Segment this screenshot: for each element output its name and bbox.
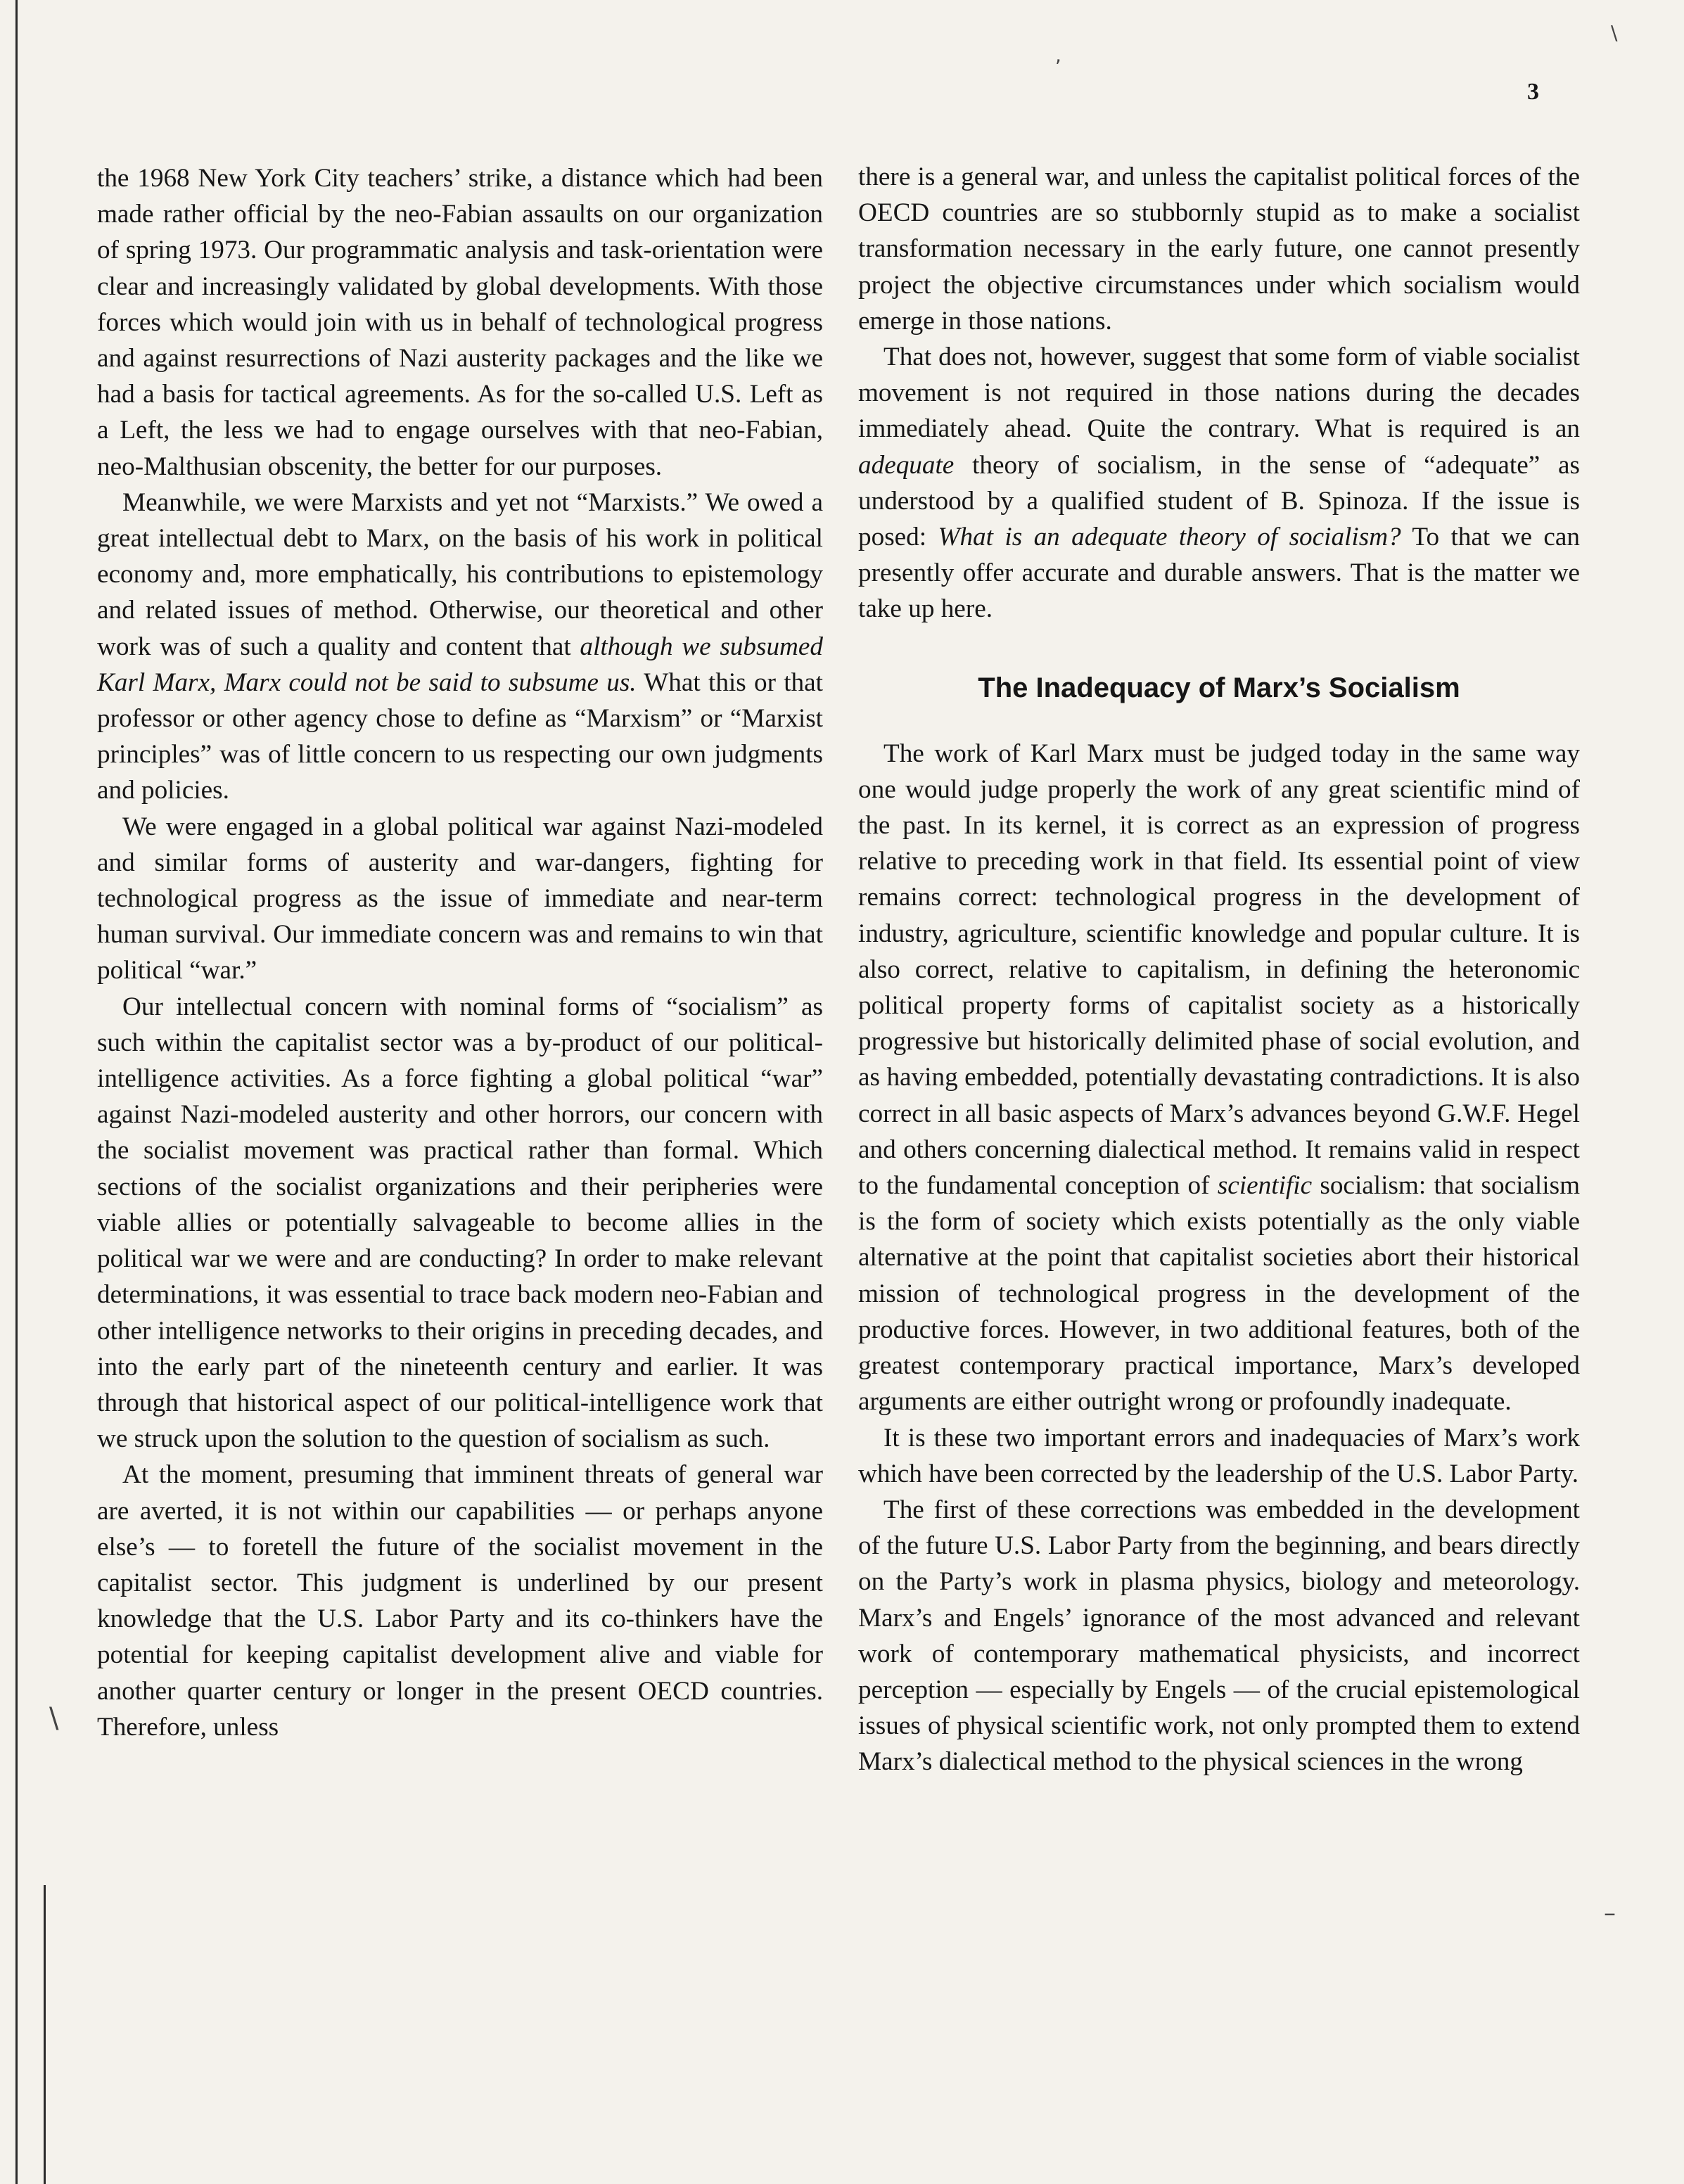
margin-mark-line — [44, 1885, 46, 2184]
left-column — [97, 160, 823, 1745]
stray-mark: , — [1055, 44, 1061, 67]
paragraph: there is a general war, and unless the capitalist political forces of the OECD countries are so stubbornly stupid as to make a socialist transformation necessary in the early future, one cannot presently project the objective circumstances under which socialism would emerge in those nations. — [858, 162, 1580, 336]
emphasis-text: scientific — [1217, 1171, 1313, 1201]
emphasis-text: adequate — [858, 450, 955, 480]
paragraph-text: Meanwhile, we were Marxists and yet not “Marxists.” We owed a great intellectual debt to Marx, on the basis of his work in political economy and, more emphatically, his contributions to epistemology and related issues of method. Otherwise, our theoretical and other work was of such a quality and content that — [97, 487, 823, 661]
paragraph: the 1968 New York City teachers’ strike, a distance which had been made rather official by the neo-Fabian assaults on our organization of spring 1973. Our programmatic analysis and task-orientation were clear and increasingly validated by global developments. With those forces which would join with us in behalf of technological progress and against resurrections of Nazi austerity packages and the like we had a basis for tactical agreements. As for the so-called U.S. Left as a Left, the less we had to engage ourselves with that neo-Fabian, neo-Malthusian obscenity, the better for our purposes. — [97, 164, 823, 481]
stray-mark: \ — [1611, 21, 1618, 44]
paragraph: We were engaged in a global political war against Nazi-modeled and similar forms of austerity and war-dangers, fighting for technological progress as the issue of immediate and near-term human survival. Our immediate concern was and remains to win that political “war.” — [97, 812, 823, 985]
right-column — [858, 159, 1580, 1780]
paragraph-text: What this or that professor or other agency chose to define as “Marxism” or “Marxist principles” was of little concern to us respecting our own judgments and policies. — [97, 668, 823, 805]
paragraph-text: That does not, however, suggest that some form of viable socialist movement is not required in those nations during the decades immediately ahead. Quite the contrary. What is required is an — [858, 343, 1580, 444]
section-heading: The Inadequacy of Marx’s Socialism — [978, 672, 1460, 703]
paragraph — [97, 485, 823, 809]
paragraph-text: To that we can presently offer accurate and durable answers. That is the matter we take up here. — [858, 523, 1580, 624]
page-number: 3 — [1527, 79, 1539, 105]
paragraph-text: socialism: that socialism is the form of society which exists potentially as the only viable alternative at the point that capitalist societies abort their historical mission of technological progress in the development of the productive forces. However, in two additional features, both of the greatest contemporary practical importance, Marx’s developed arguments are either outright wrong or profoundly inadequate. — [858, 1171, 1580, 1417]
paragraph-text: theory of socialism, in the sense of “adequate” as understood by a qualified student of B. Spinoza. If the issue is posed: — [858, 450, 1580, 552]
paragraph: It is these two important errors and inadequacies of Marx’s work which have been corrected by the leadership of the U.S. Labor Party. — [858, 1423, 1580, 1488]
paragraph: Our intellectual concern with nominal forms of “socialism” as such within the capitalist sector was a by-product of our political-intelligence activities. As a force fighting a global political “war” against Nazi-modeled austerity and other horrors, our concern with the socialist movement was practical rather than formal. Which sections of the socialist organizations and their peripheries were viable allies or potentially salvageable to become allies in the political war we were and are conducting? In order to make relevant determinations, it was essential to trace back modern neo-Fabian and other intelligence networks to their origins in preceding decades, and into the early part of the nineteenth century and earlier. It was through that historical aspect of our political-intelligence work that we struck upon the solution to the question of socialism as such. — [97, 992, 823, 1454]
binding-edge-line — [15, 0, 18, 2184]
paragraph: At the moment, presuming that imminent threats of general war are averted, it is not within our capabilities — or perhaps anyone else’s — to foretell the future of the socialist movement in the capitalist sector. This judgment is underlined by our present knowledge that the U.S. Labor Party and its co-thinkers have the potential for keeping capitalist development alive and viable for another quarter century or longer in the present OECD countries. Therefore, unless — [97, 1460, 823, 1742]
emphasis-text: although we subsumed Karl Marx, Marx could not be said to subsume us. — [97, 632, 824, 697]
paragraph — [858, 736, 1580, 1420]
stray-mark: \ — [49, 1702, 59, 1735]
stray-mark: – — [1604, 1899, 1616, 1927]
paragraph-text: The work of Karl Marx must be judged today in the same way one would judge properly the work of any great scientific mind of the past. In its kernel, it is correct as an expression of progress relative to preceding work in that field. Its essential point of view remains correct: technological progress in the development of industry, agriculture, scientific knowledge and popular culture. It is also correct, relative to capitalism, in defining the heteronomic political property forms of capitalist society as a historically progressive but historically delimited phase of social evolution, and as having embedded, potentially devastating contradictions. It is also correct in all basic aspects of Marx’s advances beyond G.W.F. Hegel and others concerning dialectical method. It remains valid in respect to the fundamental conception of — [858, 739, 1580, 1201]
paragraph — [858, 339, 1580, 627]
paragraph: The first of these corrections was embedded in the development of the future U.S. Labor Party from the beginning, and bears directly on the Party’s work in plasma physics, biology and meteorology. Marx’s and Engels’ ignorance of the most advanced and relevant work of contemporary mathematical physicists, and incorrect perception — especially by Engels — of the crucial epistemological issues of physical scientific work, not only prompted them to extend Marx’s dialectical method to the physical sciences in the wrong — [858, 1495, 1580, 1777]
emphasis-text: What is an adequate theory of socialism? — [938, 523, 1401, 552]
